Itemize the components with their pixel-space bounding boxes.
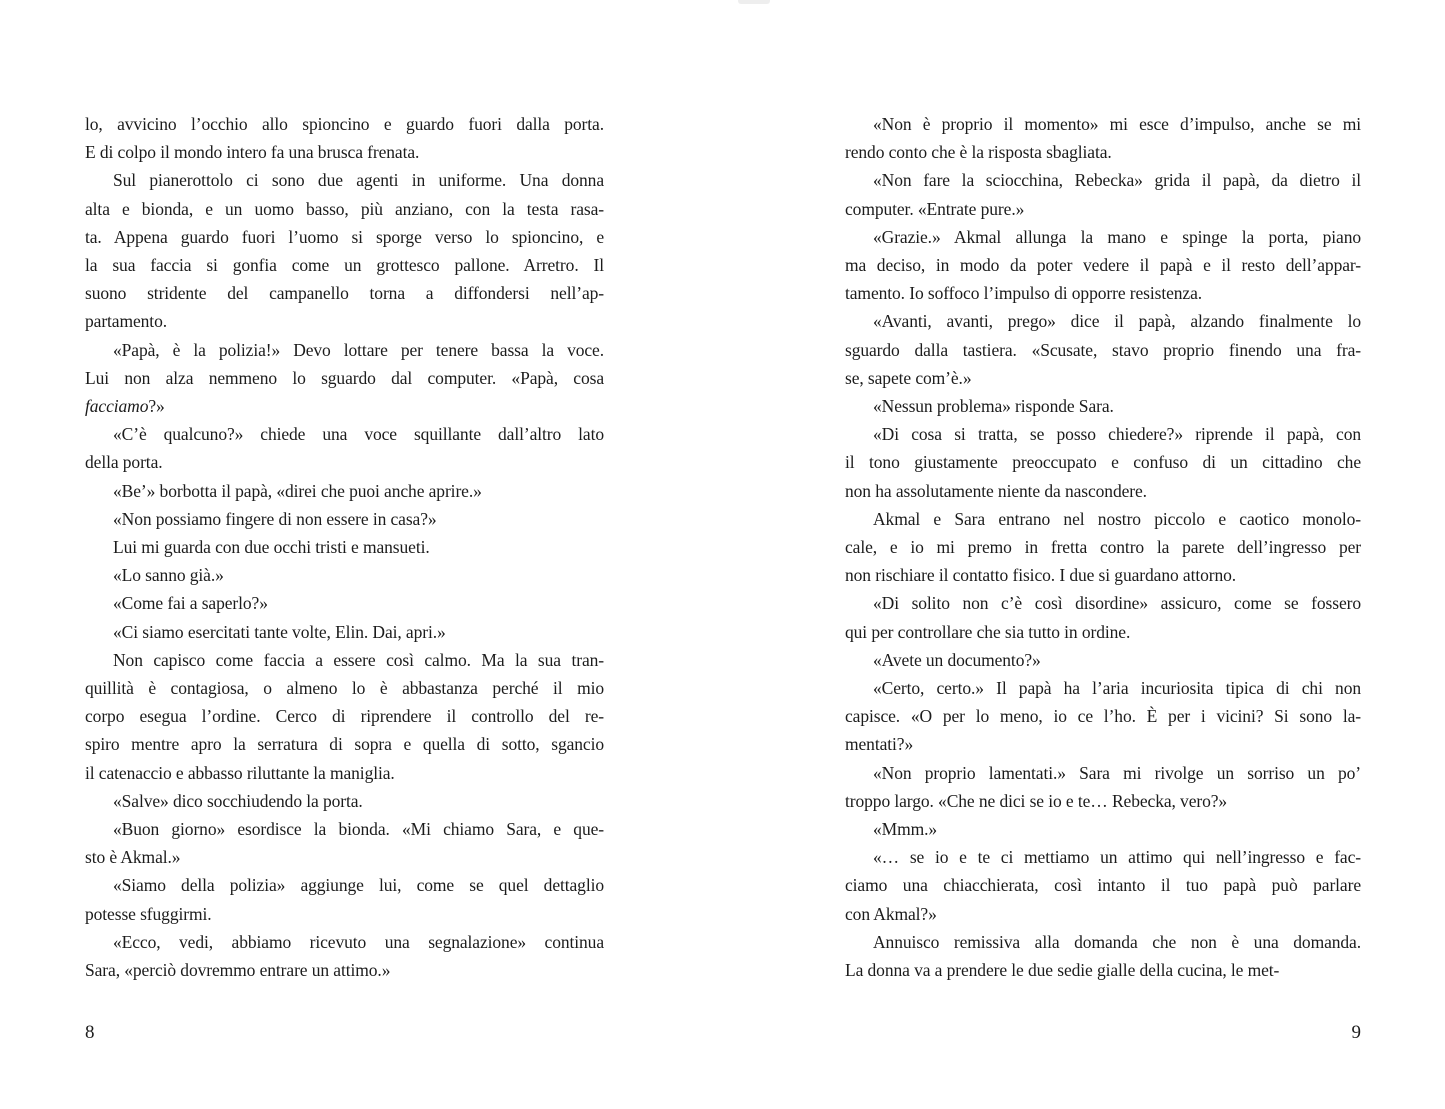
text-line: «Non proprio lamentati.» Sara mi rivolge un sorriso un po’ bbox=[873, 762, 1361, 783]
paragraph bbox=[845, 307, 1361, 392]
page-number-right: 9 bbox=[1351, 1022, 1361, 1043]
text-line: la sua faccia si gonfia come un grottesco pallone. Arretro. Il bbox=[85, 255, 604, 276]
text-line: «Papà, è la polizia!» Devo lottare per tenere bassa la voce. bbox=[113, 339, 604, 360]
paragraph bbox=[845, 166, 1361, 222]
paragraph bbox=[85, 420, 604, 476]
text-line: «Be’» borbotta il papà, «direi che puoi anche aprire.» bbox=[113, 480, 482, 501]
text-line: lo, avvicino l’occhio allo spioncino e guardo fuori dalla porta. bbox=[85, 114, 604, 134]
text-line: il tono giustamente preoccupato e confuso di un cittadino che bbox=[845, 452, 1361, 473]
text-line: suono stridente del campanello torna a diffondersi nell’ap- bbox=[85, 283, 604, 304]
text-line: potesse sfuggirmi. bbox=[85, 903, 212, 924]
paragraph bbox=[845, 928, 1361, 984]
text-line: Annuisco remissiva alla domanda che non è una domanda. bbox=[873, 931, 1361, 952]
page-right-text bbox=[845, 110, 1361, 984]
text-line: non ha assolutamente niente da nascondere. bbox=[845, 480, 1147, 501]
paragraph bbox=[845, 674, 1361, 759]
text-line: «Nessun problema» risponde Sara. bbox=[873, 396, 1114, 417]
text-line: alta e bionda, e un uomo basso, più anziano, con la testa rasa- bbox=[85, 198, 604, 219]
text-line: della porta. bbox=[85, 452, 163, 473]
text-line: «C’è qualcuno?» chiede una voce squillante dall’altro lato bbox=[113, 424, 604, 445]
text-line: partamento. bbox=[85, 311, 167, 332]
text-line: «Salve» dico socchiudendo la porta. bbox=[113, 790, 363, 811]
paragraph bbox=[845, 759, 1361, 815]
text-line: con Akmal?» bbox=[845, 903, 937, 924]
paragraph bbox=[845, 815, 1361, 843]
text-line: troppo largo. «Che ne dici se io e te… Rebecka, vero?» bbox=[845, 790, 1228, 811]
paragraph bbox=[85, 928, 604, 984]
paragraph bbox=[85, 589, 604, 617]
text-line: facciamo?» bbox=[85, 396, 165, 417]
text-line: ma deciso, in modo da poter vedere il papà e il resto dell’appar- bbox=[845, 255, 1361, 276]
text-line: mentati?» bbox=[845, 734, 914, 755]
text-line: computer. «Entrate pure.» bbox=[845, 198, 1025, 219]
text-line: rendo conto che è la risposta sbagliata. bbox=[845, 142, 1112, 163]
paragraph bbox=[85, 646, 604, 787]
paragraph bbox=[845, 843, 1361, 928]
text-line: «Buon giorno» esordisce la bionda. «Mi chiamo Sara, e que- bbox=[113, 819, 604, 840]
text-line: «Di cosa si tratta, se posso chiedere?» riprende il papà, con bbox=[873, 424, 1361, 445]
text-line: sguardo dalla tastiera. «Scusate, stavo proprio finendo una fra- bbox=[845, 339, 1361, 360]
text-line: «… se io e te ci mettiamo un attimo qui nell’ingresso e fac- bbox=[873, 847, 1361, 868]
text-line: ciamo una chiacchierata, così intanto il tuo papà può parlare bbox=[845, 875, 1361, 896]
text-line: «Certo, certo.» Il papà ha l’aria incuriosita tipica di chi non bbox=[873, 678, 1361, 699]
paragraph bbox=[845, 223, 1361, 308]
text-line: non rischiare il contatto fisico. I due si guardano attorno. bbox=[845, 565, 1237, 586]
paragraph bbox=[85, 871, 604, 927]
text-line: «Grazie.» Akmal allunga la mano e spinge la porta, piano bbox=[873, 226, 1361, 247]
page-number-left: 8 bbox=[85, 1022, 95, 1043]
text-line: sto è Akmal.» bbox=[85, 847, 181, 868]
paragraph bbox=[845, 392, 1361, 420]
paragraph bbox=[845, 646, 1361, 674]
paragraph bbox=[85, 166, 604, 335]
text-line: corpo esegua l’ordine. Cerco di riprendere il controllo del re- bbox=[85, 706, 604, 727]
text-line: cale, e io mi premo in fretta contro la parete dell’ingresso per bbox=[845, 537, 1361, 558]
text-line: ta. Appena guardo fuori l’uomo si sporge verso lo spioncino, e bbox=[85, 226, 604, 247]
text-line: il catenaccio e abbasso riluttante la maniglia. bbox=[85, 762, 395, 783]
text-line: «Non è proprio il momento» mi esce d’impulso, anche se mi bbox=[873, 114, 1361, 134]
text-line: «Mmm.» bbox=[873, 819, 938, 840]
text-line: qui per controllare che sia tutto in ordine. bbox=[845, 621, 1131, 642]
text-line: capisce. «O per lo meno, io ce l’ho. È per i vicini? Si sono la- bbox=[845, 706, 1361, 727]
paragraph bbox=[85, 505, 604, 533]
paragraph bbox=[85, 110, 604, 166]
text-line: «Non possiamo fingere di non essere in casa?» bbox=[113, 508, 437, 529]
paragraph bbox=[85, 787, 604, 815]
text-line: «Di solito non c’è così disordine» assicuro, come se fossero bbox=[873, 593, 1361, 614]
paragraph bbox=[845, 505, 1361, 590]
paragraph bbox=[85, 815, 604, 871]
text-line: «Non fare la sciocchina, Rebecka» grida il papà, da dietro il bbox=[873, 170, 1361, 191]
text-line: La donna va a prendere le due sedie gialle della cucina, le met- bbox=[845, 960, 1280, 981]
paragraph bbox=[85, 336, 604, 421]
text-line: Sul pianerottolo ci sono due agenti in uniforme. Una donna bbox=[113, 170, 604, 191]
text-line: «Come fai a saperlo?» bbox=[113, 593, 268, 614]
text-line: spiro mentre apro la serratura di sopra e quella di sotto, sgancio bbox=[85, 734, 604, 755]
paragraph bbox=[85, 477, 604, 505]
paragraph bbox=[845, 110, 1361, 166]
text-line: Akmal e Sara entrano nel nostro piccolo e caotico monolo- bbox=[873, 508, 1361, 529]
text-line: se, sapete com’è.» bbox=[845, 367, 972, 388]
text-line: «Ci siamo esercitati tante volte, Elin. Dai, apri.» bbox=[113, 621, 446, 642]
text-line: «Avanti, avanti, prego» dice il papà, alzando finalmente lo bbox=[873, 311, 1361, 332]
text-line: «Avete un documento?» bbox=[873, 649, 1041, 670]
paragraph bbox=[85, 561, 604, 589]
text-line: Non capisco come faccia a essere così calmo. Ma la sua tran- bbox=[113, 649, 604, 670]
text-line: tamento. Io soffoco l’impulso di opporre resistenza. bbox=[845, 283, 1203, 304]
text-line: «Lo sanno già.» bbox=[113, 565, 224, 586]
page-left-text bbox=[85, 110, 604, 984]
text-line: Lui non alza nemmeno lo sguardo dal computer. «Papà, cosa bbox=[85, 367, 604, 388]
text-line: Lui mi guarda con due occhi tristi e mansueti. bbox=[113, 537, 430, 558]
text-line: «Ecco, vedi, abbiamo ricevuto una segnalazione» continua bbox=[113, 931, 604, 952]
text-line: Sara, «perciò dovremmo entrare un attimo.» bbox=[85, 960, 391, 981]
text-line: quillità è contagiosa, o almeno lo è abbastanza perché il mio bbox=[85, 678, 604, 699]
page-top-artifact bbox=[738, 0, 770, 4]
paragraph bbox=[845, 420, 1361, 505]
text-line: «Siamo della polizia» aggiunge lui, come se quel dettaglio bbox=[113, 875, 604, 896]
text-line: E di colpo il mondo intero fa una brusca frenata. bbox=[85, 142, 420, 163]
paragraph bbox=[845, 589, 1361, 645]
paragraph bbox=[85, 533, 604, 561]
paragraph bbox=[85, 618, 604, 646]
